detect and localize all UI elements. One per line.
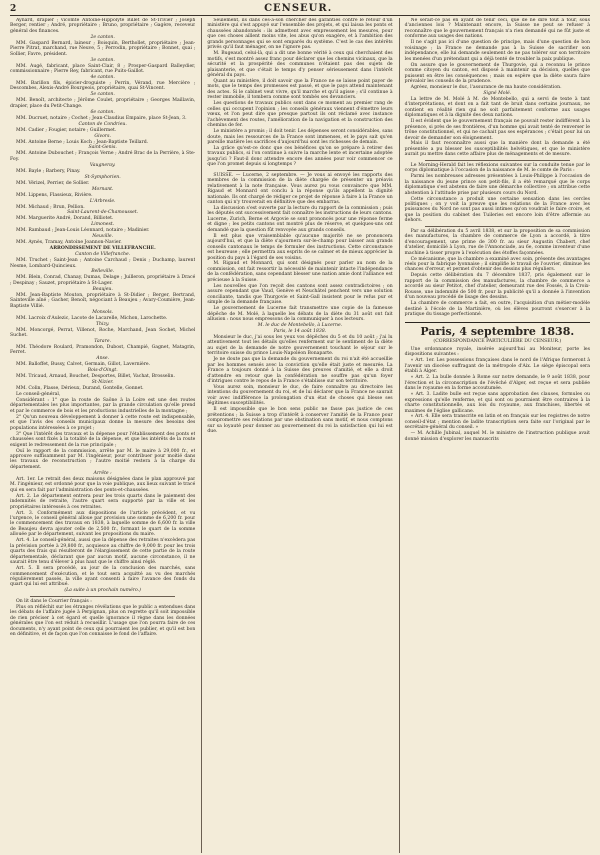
paragraph: Seulement, ils dans ces-à-son chercher des garanties contre le retour d'un ministère qui s'est appuyé sur l'ensemble des projets, et qui laissa les ponts et chaussées abandonnés : ils admettent avec empressement les mesures, pour que ces choses aillent moins vite, les abus qu'on exagère, et à l'ambition des grands personnages qui se sont emparés du système. C'est le cas des intérêts privés qu'il faut ménager, on ne l'ignore pas.: [207, 18, 393, 51]
paragraph: La lettre de M. Molé à M. de Montebello, qui a servi de texte à tant d'interprétations, et dont on a fait tant de bruit dans certains journaux, ne contient en réalité rien qui ne soit parfaitement conforme aux usages diplomatiques et à la dignité des deux nations.: [404, 96, 590, 119]
paragraph: Une ordonnance royale, insérée aujourd'hui au Moniteur, porte les dispositions suivantes :: [404, 347, 590, 358]
masthead: CENSEUR.: [264, 3, 333, 14]
paragraph: Considérant : 1° que la route de Saône à la Loire est une des routes départementales les plus importantes, par la grande circulation qu'elle prend et par le commerce de bois et les productions industrielles de la montagne ;: [10, 397, 196, 414]
divider: [425, 160, 570, 161]
paragraph: Plus on réfléchit sur les étranges révélations que le public a entendues dans les débats de l'affaire jugée à Perpignan, plus on regrette qu'il soit impossible de rien préciser à cet égard et quelle ignorance il règne dans les données générales que l'on est réduit à recueillir. L'usage que l'on pourra faire de ces documents, n'y ayant point de ceux qui pourraient les publier, et qu'il est bon en définitive, et de façon que l'on connaisse le fond de l'affaire.: [10, 604, 196, 638]
paragraph: Je ne doute pas que la demande du gouvernement du roi n'ait été accueillie par les hommes sensés avec la conviction qu'elle était juste et mesurée. La France a toujours donné à la Suisse des preuves d'amitié, et elle a droit d'attendre en retour que la confédération ne souffre pas qu'un foyer d'intrigues contre le repos de la France s'établisse sur son territoire.: [207, 357, 393, 384]
paragraph: « Art. 2. La bulle donnée à Rome sur notre demande, le 9 août 1838, pour l'érection et la circonscription de l'évêché d'Alger, est reçue et sera publiée dans le royaume en la forme accoutumée.: [404, 375, 590, 392]
paragraph: Les questions de travaux publics sont dans ce moment au premier rang de celles qui occupent l'opinion ; les conseils généraux viennent d'émettre leurs vœux, et l'on peut dire que presque partout ils ont réclamé avec instance l'achèvement des routes, l'amélioration de la navigation et la construction des chemins de fer.: [207, 101, 393, 129]
section-heading: 3e canton.: [90, 57, 115, 63]
section-heading: Belleville.: [91, 269, 115, 275]
section-heading: ARRONDISSEMENT DE VILLEFRANCHE.: [49, 246, 156, 252]
paragraph: La discussion s'est ouverte par la lecture du rapport de la commission ; puis les députés ont successivement fait connaître les instructions de leurs cantons. Lucerne, Zurich, Berne et Argovie se sont prononcés pour une réponse ferme et digne ; les petits cantons ont montré plus de réserve, et quelques-uns ont demandé que la question fût renvoyée aux grands conseils.: [207, 205, 393, 233]
paragraph: MM. Colin, Plasse, Dérieux, Durand, Gontelle, Gonnet.: [16, 386, 144, 392]
paragraph: Cette circonstance a produit une certaine sensation dans les cercles politiques ; on y voit la preuve que les relations de la France avec les puissances du Nord ne sont pas aussi intimes qu'on voudrait le faire croire, et que la position du cabinet des Tuileries est encore loin d'être affermie au dehors.: [404, 196, 590, 224]
paragraph: MM. Bayle ; Barbery, Pinay.: [16, 168, 81, 174]
section-heading: Anse.: [96, 356, 110, 362]
paragraph: « Art. 4. Elle sera transcrite en latin et en français sur les registres de notre conseil-d'état ; mention de ladite transcription sera faite sur l'original par le secrétaire-général du conseil. »: [404, 414, 590, 431]
paragraph: — M. Achille Jubinal, auquel M. le ministre de l'instruction publique avait donné mission d'explorer les manuscrits: [404, 431, 590, 442]
paragraph: Agréez, monsieur le duc, l'assurance de ma haute considération.: [410, 84, 562, 90]
paragraph: Art. 5. Il sera procédé, au jour de la conclusion des marchés, sans commencement d'exécution, et le tout sera acquitté au vu des marchés régulièrement passés, la ville ayant consenti à faire l'avance des fonds du quart qui lui est attribué.: [10, 566, 196, 588]
paragraph: Quant au ministère, il doit savoir que la France ne se laisse point payer de mots, que le temps des promesses est passé, et que le pays attend maintenant des actes. Si le cabinet veut vivre, qu'il marche et qu'il agisse ; s'il continue à rester immobile, il tombera comme sont tombés ses devanciers.: [207, 78, 393, 101]
section-heading: Neuville.: [92, 234, 114, 240]
section-heading: Givors.: [94, 133, 111, 139]
paragraph: Ce mécanisme, que la chambre a examiné avec soin, présente des avantages réels pour la fabrique lyonnaise ; il simplifie le travail de l'ouvrier, diminue les chances d'erreur, et permet d'obtenir des dessins plus réguliers.: [404, 256, 590, 273]
section-heading: Mornant.: [91, 186, 114, 192]
section-heading: Canton de Condrieu.: [78, 121, 127, 127]
paragraph: Il est plus que vraisemblable qu'aucune majorité ne se prononcera aujourd'hui, et que la diète s'ajournera sur-le-champ pour laisser aux grands conseils cantonaux le temps de formuler des instructions. Cette circonstance est heureuse ; elle permettra aux esprits de se calmer et de mieux apprécier la position du pays à l'égard de ses voisins.: [207, 233, 393, 261]
paragraph: MM. Tricaud, Arnaud, Bouchet, Desportes, Billet, Vachat, Brosselin.: [16, 374, 175, 380]
page-header: [10, 0, 590, 16]
paragraph: 2° Qu'un nouveau développement à donner à cette route est indispensable, et que l'avis des conseils municipaux donne la mesure des besoins des populations intéressées à ce projet ;: [10, 414, 196, 431]
section-heading: Beaujeu.: [92, 286, 113, 292]
paragraph: MM. Barillon fils, épicier-droguiste ; Perrin, Vérand, rue Mercière ; Descombes, Alexis-André Bourgeois, propriétaire, quai St-Vincent.: [10, 80, 196, 92]
paragraph: MM. Antoine Dubouchet ; François Verne ; André Brac de la Perrière, à Ste-Foy.: [10, 151, 196, 162]
section-heading: Vaugneray.: [89, 162, 116, 168]
column-2: [201, 18, 392, 853]
paragraph: MM. Lacroix d'Aulezic, Lacote de Lacarelle, Michon, Larochette.: [16, 315, 168, 321]
paragraph: Le conseil-général,: [16, 392, 61, 397]
dateline: Paris, le 14 août 1838.: [273, 328, 327, 334]
paragraph: SUISSE. — Lucerne, 2 septembre. — Je vous ai envoyé les rapports des membres de la commission de la diète chargée de présenter un préavis relativement à la note française. Vous aurez pu vous convaincre que MM. Rigaud et Monnard ont conclu à la réponse qu'ils appellent la dignité nationale. Ils ont chargé de rédiger ce projet de réponse à faire à la France un canton qui n'y trouverait en définitive que des embarras.: [207, 172, 393, 205]
section-heading: Arrête :: [93, 470, 112, 476]
paragraph: MM. Blein, Conrad, Chanay, Dumas, Delage ; Juilleron, propriétaire à Dracé ; Despinay ; Sauzet, propriétaire à St-Lager.: [10, 275, 196, 286]
divider: [227, 170, 372, 171]
paragraph: MM. Augé, fabricant, place Saint-Clair, 8 ; Prosper-Gaspard Balleydier, commissionnaire ; Pierre Rey, fabricant, rue Puits-Gaillot.: [10, 63, 196, 75]
paragraph: MM. Benoît, architecte ; Jérôme Coulet, propriétaire ; Georges Maillavin, drapier, place du Petit-Change.: [10, 98, 196, 109]
paragraph: Monsieur le duc, j'ai sous les yeux vos dépêches du 5 et du 10 août ; j'ai lu attentivement tout les détails qu'elles renferment sur le sentiment de la diète au sujet de la demande de notre gouvernement touchant le séjour sur le territoire suisse du prince Louis-Napoléon Bonaparte.: [207, 334, 393, 357]
section-heading: Tarare.: [94, 338, 112, 344]
paragraph: La grâce qu'est-ce donc que ces bénéfices qu'on se prépare à retirer des travaux publics, si l'on continue à suivre la marche lente et incertaine adoptée jusqu'ici ? Faut-il donc attendre encore des années pour voir commencer ce que l'on promet depuis si longtemps ?: [207, 145, 393, 168]
paragraph: MM. Marguerite André, Dorand, Billiotet.: [16, 216, 114, 222]
paragraph: Le gouvernement de Lucerne fait transmettre une copie de la fameuse dépêche de M. Molé, à laquelle les débats de la diète du 31 août ont fait allusion : nous nous empressons de la communiquer à nos lecteurs.: [207, 306, 393, 323]
paragraph: Les nouvelles que l'on reçoit des cantons sont assez contradictoires ; on assure cependant que Vaud, Genève et Neuchâtel penchent vers une solution conciliante, tandis que Thurgovie et Saint-Gall insistent pour le refus pur et simple de la demande française.: [207, 283, 393, 306]
divider: [425, 226, 570, 227]
paragraph: MM. Michaud ; Brun, Pellion.: [16, 204, 85, 210]
article-columns: [10, 18, 590, 853]
section-heading: L'Arbresle.: [89, 198, 116, 204]
paragraph: Ne serait-ce pas en ayant de tenir ceci, que de ne dire tout à tour, sous d'anciennes lois ? Maintenant encore, la Suisse ne peut se refuser à reconnaître que le gouvernement français n'a rien demandé qui ne fût juste et conforme aux usages des nations.: [404, 18, 590, 40]
paragraph: On lit dans le Courrier français :: [16, 598, 92, 604]
section-heading: St-Nizier.: [91, 380, 114, 386]
divider: [30, 596, 175, 597]
paragraph: 3° Que l'intérêt des travaux et la dépense pour l'établissement des ponts et chaussées sont fixés à la totalité de la dépense, et que les intérêts de la route exigent le redressement de la rue principale ;: [10, 431, 196, 448]
section-heading: St-Symphorien.: [84, 174, 121, 180]
paragraph: MM. Antoine Berne ; Louis Koch ; Jean-Baptiste Teillard.: [16, 139, 149, 145]
paragraph: Aynard, drapier ; vicomte Antoine-Hippolyte Billet de St-Trivier ; Joseph Berger, rentier ; André, propriétaire ; Bruno, propriétaire ; Gagère, receveur général des finances.: [10, 18, 196, 34]
column-1: [10, 18, 195, 853]
paragraph: Art. 3. Conformément aux dispositions de l'article précédent, et vu l'urgence, le conseil général alloue par provision une somme de 6,200 fr. pour le commencement des travaux en 1838, à laquelle somme de 6,600 fr. la ville de Beaujeu devra ajouter celle de 2,500 fr., formant le quart de la somme allouée par le département, suivant les propositions du maire.: [10, 510, 196, 538]
paragraph: Il est impossible que le bon sens public ne fasse pas justice de ces prétentions ; la Suisse a trop d'intérêt à conserver l'amitié de la France pour compromettre ses relations par une obstination sans motif, et nous comptons sur sa loyauté pour donner au gouvernement du roi la satisfaction qui lui est due.: [207, 407, 393, 435]
page-number: 2: [10, 4, 17, 14]
paragraph: MM. Vérizel, Perrier, de Sollier.: [16, 180, 90, 186]
paragraph: Art. 2. Le département entrera pour les trois quarts dans le paiement des indemnités de retraite, l'autre quart sera supporté par la ville et les propriétaires intéressés à ces retraites.: [10, 493, 196, 510]
paragraph: Art. 4. Le conseil-général, aussi que la dépense des retraites n'excèdera pas la prévision portée à 29,800 fr., acquiesce au chiffre de 9,000 fr. pour les trois quarts des frais qui résulteront de l'élargissement de cette partie de la route départementale, déclarant que par aucun motif, aucune circonstance, il ne saurait être tenu d'élever à plus haut que le chiffre ainsi réglé.: [10, 538, 196, 566]
paragraph: MM. Théodore Roulard, Pramondon, Dubost, Champié, Gagnet, Matagrin, Ferret.: [10, 344, 196, 356]
paragraph: Il ne s'agit pas ici d'une question de principe, mais d'une question de bon voisinage ; la France ne demande pas à la Suisse de sacrifier son indépendance, elle lui demande seulement de ne pas tolérer sur son territoire les menées d'un prétendant qui a déjà tenté de troubler la paix publique.: [404, 40, 590, 62]
paragraph: MM. Moncorgé, Perrat, Villenot, Roche, Marchand, Jean Sochet, Michel Suchet.: [10, 327, 196, 338]
section-heading: Thizy.: [95, 321, 110, 327]
paragraph: MM. Lippens, Flassieux, Rivière.: [16, 192, 93, 198]
paragraph: Depuis cette délibération du 7 décembre 1837, pris également sur le rapport de la commission des manufactures, la chambre de commerce a accordé au sieur Petitot, chef d'atelier, demeurant rue des Fossés, à la Croix-Rousse, une indemnité de 500 fr. pour la publicité qu'il a donnée à l'invention d'un nouveau procédé de lisage des dessins.: [404, 273, 590, 301]
paragraph: Mais il faut reconnaître aussi que la manière dont la demande a été présentée a pu blesser les susceptibilités helvétiques, et que le ministère aurait pu mettre dans cette affaire plus de ménagements et de mesure.: [404, 141, 590, 158]
paragraph: Par sa délibération du 5 avril 1838, et sur la proposition de sa commission des manufactures, la chambre de commerce de Lyon a accordé, à titre d'encouragement, une prime de 300 fr. au sieur Augustin Chabert, chef d'atelier, domicilié à Lyon, rue de l'Annonciade, au 6e, comme inventeur d'une machine à tisser propre à l'exécution des étoffes façonnées.: [404, 228, 590, 256]
paragraph: Le ministère a promis ; il doit tenir. Les dépenses seront considérables, sans doute, mais les ressources de la France sont immenses, et le pays sait qu'en pareille matière les sacrifices d'aujourd'hui sont les richesses de demain.: [207, 129, 393, 145]
paragraph: On assure que le gouvernement de Thurgovie, qui a reconnu le prince comme citoyen du canton, est disposé à maintenir sa décision, quelles que puissent en être les conséquences ; mais on espère que la diète saura faire prévaloir les conseils de la prudence.: [404, 62, 590, 84]
paragraph: M. Rigaud et Monnard, qui sont désignés pour parler au nom de la commission, ont fait ressortir la nécessité de maintenir intacte l'indépendance de la confédération, sans cependant blesser une nation amie dont l'alliance est précieuse à la Suisse.: [207, 261, 393, 283]
paragraph: M. Bugeaud, celui-là, qui a dit une bonne vérité à ceux qui cherchaient des motifs, s'est montré assez franc pour déclarer que les chemins vicinaux, que la sécurité et la prospérité des communes n'étaient pas des sujets de plaisanterie, et que c'était le temps d'y penser sérieusement dans l'intérêt général du pays.: [207, 51, 393, 79]
paragraph: Parmi les nombreuses adresses présentées à Louis-Philippe à l'occasion de la naissance du jeune prince son petit-fils, il a été remarqué que le corps diplomatique s'est abstenu de faire une démarche collective ; on attribue cette abstention à l'attitude prise par plusieurs cours du Nord.: [404, 174, 590, 196]
paragraph: MM. Gaspard Bernard, laineur ; Boisquin, Berthollet, propriétaire ; Jean-Pierre Pitrat, marchand, rue Neuve, 5 ; Perrodin, propriétaire ; Bonnet, quai ; Sollier, Favre, président.: [10, 40, 196, 57]
dateline-subheading: (CORRESPONDANCE PARTICULIÈRE DU CENSEUR.): [433, 338, 562, 344]
paragraph: Art. 1er. Le retrait des deux maisons désignées dans le plan approuvé par M. l'ingénieur, est ordonné pour que la voie publique, aux lieux suivant le tracé qui en sera fait par l'administration des ponts-et-chaussées.: [10, 476, 196, 493]
section-heading: Bois-d'Oingt.: [87, 368, 118, 374]
section-heading: 5e canton.: [90, 92, 115, 98]
section-heading: Canton de Villefranche.: [75, 252, 131, 258]
dateline-heading: Paris, 4 septembre 1838.: [405, 322, 590, 338]
paragraph: Il est évident que le gouvernement français ne pouvait rester indifférent à la présence, si près de ses frontières, d'un homme qui avait tenté de renverser le trône constitutionnel, et qui ne cachait pas ses espérances ; c'était pour lui un devoir de demander son éloignement.: [404, 119, 590, 141]
paragraph: MM. Jean-Baptiste Mouton, propriétaire à St-Didier ; Berger, Bertrand, Sainteville aîné ; Gacher, Benoît, négociant à Beaujeu ; Avary-Coumière, Jean-Baptiste Villié.: [10, 292, 196, 309]
paragraph: La chambre de commerce a fait, en outre, l'acquisition d'un métier-modèle destiné à l'école de la Martinière, où les élèves pourront s'exercer à la pratique du tissage perfectionné.: [404, 301, 590, 318]
paragraph: MM. Cadier ; Fougier, notaire ; Guillermet.: [16, 127, 117, 133]
paragraph: MM. Aynès, Tramay, Antoine Joannon-Navier.: [16, 240, 122, 246]
paragraph: MM. Truchet ; Saint-Jean ; Antoine Carchaud ; Denis ; Duchamp, laurent Nesme, Lombard-Quincieux.: [10, 258, 196, 269]
section-heading: 4e canton.: [90, 75, 115, 81]
paragraph: Ouï le rapport de la commission, arrête par M. le maire à 29,000 fr., et approuve suffisamment par M. l'ingénieur, pour contribuer pour moitié dans les travaux de reconstruction ; l'autre moitié restera à la charge du département.: [10, 448, 196, 470]
section-heading: Monsols.: [92, 309, 114, 315]
paragraph: Le Morning-Herald fait les réflexions suivantes sur la conduite tenue par le corps diplomatique à l'occasion de la naissance de M. le comte de Paris :: [404, 162, 590, 174]
letter-addressee: M. le duc de Montebello, à Lucerne.: [257, 322, 343, 328]
section-heading: Saint-Laurent-de-Chamousset.: [67, 210, 139, 216]
paragraph: MM. Balloffet, Bussy, Calvet, Germain, Gillot, Lavernière.: [16, 362, 151, 368]
paragraph: MM. Rambaud ; Jean-Louis Léonnard, notaire ; Madinier.: [16, 228, 150, 234]
paragraph: « Art. 1er. Les possessions françaises dans le nord de l'Afrique formeront à l'avenir un diocèse suffragant de la métropole d'Aix. Le siège épiscopal sera établi à Alger.: [404, 358, 590, 375]
section-heading: Saint-Genis.: [88, 145, 117, 151]
paragraph: MM. Ducruet, notaire ; Cochet ; Jean-Claudius Empaire, place St-Jean, 3.: [16, 115, 187, 121]
column-3: [399, 18, 590, 853]
section-heading: 2e canton.: [90, 34, 115, 40]
signature: Signé Molé.: [483, 90, 512, 96]
paragraph: « Art. 3. Ladite bulle est reçue sans approbation des clauses, formules ou expressions qu'elle renferme, et qui sont ou pourraient être contraires à la charte constitutionnelle, aux lois du royaume, aux franchises, libertés et maximes de l'église gallicane.: [404, 392, 590, 414]
continued-note: (La suite à un prochain numéro.): [64, 588, 141, 594]
section-heading: 6e canton.: [90, 109, 115, 115]
paragraph: Vous aurez soin, monsieur le duc, de faire connaître au directoire les intentions du gouvernement du roi, et de lui déclarer que la France ne saurait voir avec indifférence la prolongation d'un état de choses qui blesse ses légitimes susceptibilités.: [207, 384, 393, 407]
section-heading: Limonest.: [91, 222, 115, 228]
